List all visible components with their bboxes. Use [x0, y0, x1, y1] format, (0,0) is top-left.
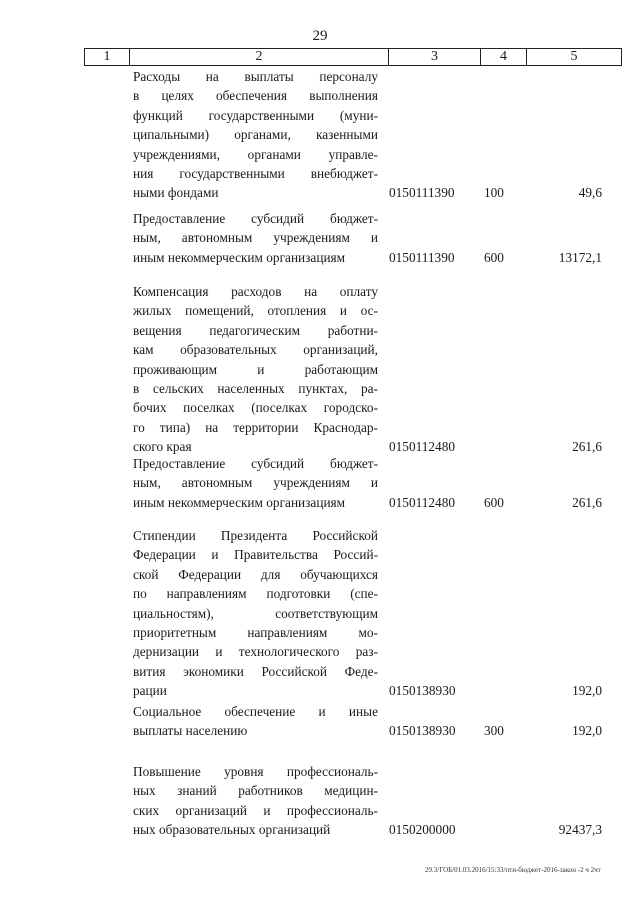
row-expense-type: 600 [484, 249, 504, 265]
row-code: 0150138930 [389, 723, 456, 739]
description-line: ния государственными внебюджет- [133, 166, 378, 182]
row-amount: 92437,3 [558, 822, 602, 838]
description-line: Повышение уровня профессиональ- [133, 764, 378, 779]
description-line: Стипендии Президента Российской [133, 528, 378, 543]
row-expense-type: 600 [484, 494, 504, 510]
description-line: ным, автономным учреждениям и [133, 230, 378, 246]
description-line: вещения педагогическим работни- [133, 322, 378, 338]
footer-stamp: 29.3/ГОБ/01.03.2016/15:33/пти-бюджет-2016-закон -2 ч 2чт [425, 866, 601, 874]
description-line: учреждениями, органами управле- [133, 146, 378, 162]
row-code: 0150111390 [389, 185, 455, 201]
description-line: ных знаний работников медицин- [133, 783, 378, 799]
description-line: ными фондами [133, 185, 219, 201]
row-expense-type: 300 [484, 723, 504, 739]
row-code: 0150111390 [389, 249, 455, 265]
description-line: ным, автономным учреждениям и [133, 475, 378, 491]
description-line: по направлениям подготовки (спе- [133, 586, 378, 602]
row-expense-type: 100 [484, 185, 504, 201]
description-line: вития экономики Российской Феде- [133, 663, 378, 679]
row-description [133, 67, 378, 203]
row-amount: 261,6 [572, 439, 602, 455]
description-line: Предоставление субсидий бюджет- [133, 211, 378, 226]
description-line: кам образовательных организаций, [133, 342, 378, 358]
row-amount: 192,0 [572, 683, 602, 699]
description-line: Расходы на выплаты персоналу [133, 69, 378, 84]
description-line: ных образовательных организаций [133, 822, 331, 838]
row-description [133, 282, 378, 457]
column-header-3: 3 [389, 49, 481, 66]
row-code: 0150200000 [389, 822, 456, 838]
description-line: иным некоммерческим организациям [133, 494, 346, 510]
description-line: Предоставление субсидий бюджет- [133, 456, 378, 471]
description-line: выплаты населению [133, 723, 248, 739]
row-description [133, 454, 378, 512]
row-code: 0150112480 [389, 494, 455, 510]
row-description [133, 762, 378, 840]
description-line: жилых помещений, отопления и ос- [133, 303, 378, 319]
description-line: Социальное обеспечение и иные [133, 704, 378, 719]
column-header-row [84, 48, 622, 66]
description-line: приоритетным направлениям мо- [133, 625, 378, 641]
row-code: 0150112480 [389, 439, 455, 455]
row-description [133, 209, 378, 267]
column-header-1: 1 [85, 49, 130, 66]
description-line: проживающим и работающим [133, 361, 378, 377]
description-line: иным некоммерческим организациям [133, 249, 346, 265]
description-line: Федерации и Правительства Россий- [133, 547, 378, 563]
row-amount: 192,0 [572, 723, 602, 739]
description-line: ских организаций и профессиональ- [133, 802, 378, 818]
description-line: ципальными) органами, казенными [133, 127, 378, 143]
description-line: дернизации и технологического раз- [133, 644, 378, 660]
column-header-4: 4 [481, 49, 527, 66]
row-description [133, 526, 378, 701]
description-line: функций государственными (муни- [133, 107, 378, 123]
description-line: циальностям), соответствующим [133, 605, 378, 621]
description-line: в целях обеспечения выполнения [133, 88, 378, 104]
description-line: го типа) на территории Краснодар- [133, 419, 378, 435]
column-header-5: 5 [527, 49, 622, 66]
description-line: ского края [133, 439, 192, 455]
description-line: Компенсация расходов на оплату [133, 284, 378, 299]
description-line: бочих поселках (поселках городско- [133, 400, 378, 416]
row-description [133, 702, 378, 741]
description-line: рации [133, 683, 167, 699]
row-code: 0150138930 [389, 683, 456, 699]
row-amount: 49,6 [578, 185, 602, 201]
row-amount: 13172,1 [558, 249, 602, 265]
row-amount: 261,6 [572, 494, 602, 510]
description-line: в сельских населенных пунктах, ра- [133, 381, 378, 397]
page-number: 29 [312, 28, 328, 44]
description-line: ской Федерации для обучающихся [133, 566, 378, 582]
column-header-2: 2 [130, 49, 389, 66]
